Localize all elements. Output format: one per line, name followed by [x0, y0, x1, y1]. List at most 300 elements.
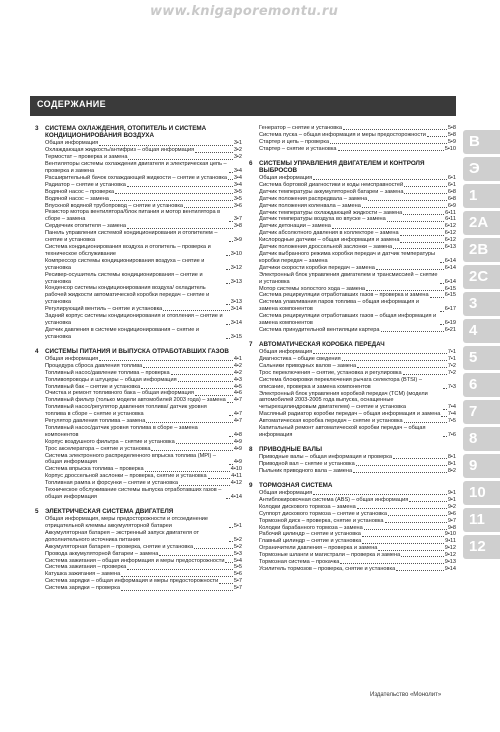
- dot-leader: [128, 159, 232, 160]
- chapter-tab[interactable]: 10: [463, 481, 500, 505]
- entry-title: Приводной вал – снятие и установка: [259, 460, 355, 467]
- page-number: 6•11: [445, 209, 456, 216]
- entry-title: Мотор системы холостого хода – замена: [259, 285, 366, 292]
- entry-title: Датчик температуры воздуха во впуске – замена: [259, 216, 386, 223]
- page-number: 3•8: [233, 223, 242, 230]
- entry-title: Впускной водяной трубопровод – снятие и установка: [45, 202, 184, 209]
- dot-leader: [127, 186, 233, 187]
- toc-entry[interactable]: [249, 189, 456, 196]
- entry-title: Аккумуляторная батарея – проверка, снятие и установка: [45, 543, 194, 550]
- dot-leader: [403, 374, 447, 375]
- chapter-tab[interactable]: 2С: [463, 265, 500, 289]
- toc-entry[interactable]: [249, 327, 456, 334]
- page-number: 4•1: [233, 355, 242, 362]
- dot-leader: [366, 290, 444, 291]
- toc-entry[interactable]: [35, 140, 242, 147]
- toc-entry[interactable]: [249, 286, 456, 293]
- chapter-tab[interactable]: В: [463, 130, 500, 154]
- dot-leader: [226, 338, 230, 339]
- entry-title: Масляный радиатор коробки передач – общая информация и замена: [259, 411, 441, 418]
- entry-title: Корпус воздушного фильтра – снятие и установка: [45, 438, 175, 445]
- dot-leader: [393, 248, 444, 249]
- toc-entry[interactable]: [249, 552, 456, 559]
- entry-title: Система зажигания – проверка: [45, 564, 127, 571]
- entry-title: Топливный насос/регулятор давления топлива/ датчик уровня топлива в сборе – снятие и установка: [45, 404, 207, 418]
- entry-title: Генератор – снятие и установка: [259, 125, 342, 131]
- toc-entry[interactable]: [249, 411, 456, 418]
- page-number: 6•19: [444, 320, 456, 327]
- chapter-tab[interactable]: 5: [463, 346, 500, 370]
- page-number: 4•9: [233, 438, 242, 445]
- toc-entry[interactable]: [35, 147, 242, 154]
- toc-entry[interactable]: [249, 454, 456, 461]
- toc-entry[interactable]: [35, 487, 242, 501]
- toc-entry[interactable]: [249, 425, 456, 439]
- toc-entry[interactable]: [249, 518, 456, 525]
- chapter-tab[interactable]: 6: [463, 373, 500, 397]
- toc-entry[interactable]: [249, 265, 456, 272]
- entry-title: Датчик детонации – замена: [259, 223, 331, 230]
- page-number: 6•1: [447, 175, 456, 182]
- dot-leader: [343, 129, 447, 130]
- page-number: 3•2: [233, 154, 242, 161]
- page-number: 9•2: [447, 503, 456, 510]
- toc-entry[interactable]: [35, 272, 242, 286]
- dot-leader: [378, 550, 443, 551]
- page-number: 7•2: [447, 362, 456, 369]
- entry-title: Система зарядки – проверка: [45, 585, 120, 592]
- toc-entry[interactable]: [249, 545, 456, 552]
- toc-entry[interactable]: [35, 585, 242, 592]
- entry-title: Главный цилиндр – снятие и установка: [259, 538, 362, 545]
- toc-entry[interactable]: [35, 258, 242, 272]
- entry-title: Расширительный бачок охлаждающей жидкости – снятие и установка: [45, 174, 228, 181]
- chapter-tab[interactable]: 2В: [463, 238, 500, 262]
- dot-leader: [400, 235, 444, 236]
- entry-title: Общая информация: [259, 349, 313, 356]
- page-number: 3•4: [233, 168, 242, 175]
- page-number: 7•4: [447, 411, 456, 418]
- section-number: 3: [35, 125, 39, 132]
- toc-entry[interactable]: [35, 209, 242, 223]
- page-number: 4•7: [233, 418, 242, 425]
- toc-entry[interactable]: [35, 453, 242, 467]
- entry-title: Очистка и ремонт топливного бака – общая информация: [45, 390, 194, 397]
- entry-title: Система пуска – общая информация и меры предосторожности: [259, 131, 426, 138]
- dot-leader: [376, 269, 444, 270]
- page-number: 6•14: [444, 278, 456, 285]
- toc-entry[interactable]: [249, 363, 456, 370]
- entry-title: Топливный фильтр (только модели автомобилей 2003 года) – замена: [45, 397, 226, 404]
- dot-leader: [110, 200, 233, 201]
- page-number: 6•12: [444, 223, 456, 230]
- toc-entry[interactable]: [35, 244, 242, 258]
- section-number: 6: [249, 159, 253, 167]
- toc-entry[interactable]: [249, 490, 456, 497]
- chapter-tab[interactable]: 12: [463, 535, 500, 559]
- entry-title: Электронный блок управления двигателем и трансмиссией – снятие и установка: [259, 271, 438, 285]
- dot-leader: [388, 515, 447, 516]
- entry-title: Топливная рампа и форсунки – снятие и установка: [45, 480, 178, 487]
- toc-entry[interactable]: [35, 439, 242, 446]
- dot-leader: [226, 283, 230, 284]
- entry-title: Техническое обслуживание системы выпуска отработавших газов – общая информация: [45, 487, 222, 501]
- toc-entry[interactable]: [249, 391, 456, 412]
- toc-entry[interactable]: [249, 566, 456, 573]
- chapter-tab[interactable]: 8: [463, 427, 500, 451]
- toc-entry[interactable]: [35, 558, 242, 565]
- page-number: 6•15: [444, 292, 456, 299]
- toc-entry[interactable]: [35, 313, 242, 327]
- dot-leader: [195, 395, 233, 396]
- page-number: 9•13: [444, 559, 456, 566]
- dot-leader: [440, 311, 444, 312]
- dot-leader: [171, 374, 233, 375]
- page-number: 7•3: [447, 383, 456, 390]
- entry-title: Сердечник отопителя – замена: [45, 223, 126, 230]
- page-number: 7•6: [447, 431, 456, 438]
- dot-leader: [229, 436, 233, 437]
- dot-leader: [313, 179, 447, 180]
- toc-entry[interactable]: [35, 564, 242, 571]
- page-number: 5•5: [233, 564, 242, 571]
- chapter-tab[interactable]: 3: [463, 292, 500, 316]
- chapter-tab[interactable]: 9: [463, 454, 500, 478]
- chapter-tab[interactable]: 2А: [463, 211, 500, 235]
- toc-entry[interactable]: [249, 356, 456, 363]
- toc-entry[interactable]: [249, 203, 456, 210]
- toc-entry[interactable]: [35, 480, 242, 487]
- page-number: 6•11: [445, 216, 456, 223]
- section-heading: [35, 348, 242, 355]
- dot-leader: [99, 360, 233, 361]
- page-number: 3•1: [233, 140, 242, 147]
- entry-title: Датчик положения коленвала – замена: [259, 202, 361, 209]
- toc-entry[interactable]: [249, 230, 456, 237]
- dot-leader: [127, 569, 233, 570]
- section-number: 9: [249, 481, 253, 489]
- dot-leader: [362, 536, 444, 537]
- entry-title: Компрессор системы кондиционирования воздуха – снятие и установка: [45, 257, 205, 271]
- entry-title: Термостат – проверка и замена: [45, 154, 128, 161]
- toc-entry[interactable]: [35, 356, 242, 363]
- toc-entry[interactable]: [249, 182, 456, 189]
- dot-leader: [229, 464, 233, 465]
- page-number: 3•10: [230, 250, 242, 257]
- entry-title: Водяной насос – замена: [45, 195, 109, 202]
- section-heading: [35, 125, 242, 139]
- toc-entry[interactable]: [35, 363, 242, 370]
- toc-entry[interactable]: [35, 384, 242, 391]
- entry-title: Общая информация: [259, 175, 313, 182]
- entry-title: Общая информация: [45, 355, 99, 362]
- section-title: СИСТЕМЫ УПРАВЛЕНИЯ ДВИГАТЕЛЕМ И КОНТРОЛЯ ВЫБРОСОВ: [259, 159, 425, 174]
- toc-entry[interactable]: [249, 146, 456, 153]
- dot-leader: [443, 388, 447, 389]
- entry-title: Общая информация, меры предосторожности и отсоединение отрицательной клеммы аккумуляторной батареи: [45, 516, 209, 530]
- dot-leader: [338, 150, 444, 151]
- toc-entry[interactable]: [35, 404, 242, 418]
- toc-entry[interactable]: [249, 292, 456, 299]
- entry-title: Радиатор – снятие и установка: [45, 181, 126, 188]
- page-number: 4•2: [233, 362, 242, 369]
- toc-section: [249, 482, 456, 573]
- page-number: 3•5: [233, 188, 242, 195]
- page-number: 3•6: [233, 202, 242, 209]
- toc-entry[interactable]: [249, 132, 456, 139]
- toc-entry[interactable]: [249, 251, 456, 265]
- entry-title: Капитальный ремонт автоматической коробки передач – общая информация: [259, 425, 426, 438]
- entry-title: Задний корпус системы кондиционирования и отопления – снятие и установка: [45, 313, 223, 326]
- entry-title: Общая информация: [45, 140, 99, 147]
- toc-entry[interactable]: [249, 175, 456, 182]
- section-number: 5: [35, 507, 39, 515]
- entry-title: Датчик температуры аккумуляторной батареи – замена: [259, 188, 404, 195]
- dot-leader: [404, 422, 447, 423]
- page-number: 3•7: [233, 216, 242, 223]
- toc-entry[interactable]: [35, 154, 242, 161]
- dot-leader: [404, 186, 447, 187]
- toc-entry[interactable]: [249, 313, 456, 327]
- page-number: 5•10: [444, 145, 456, 152]
- dot-leader: [143, 367, 233, 368]
- page-number: 5•7: [233, 578, 242, 585]
- page-number: 3•15: [230, 333, 242, 340]
- dot-leader: [440, 262, 444, 263]
- toc-entry[interactable]: [35, 473, 242, 480]
- toc-entry[interactable]: [35, 530, 242, 544]
- entry-title: Система рециркуляции отработавших газов – общая информация и замена компонентов: [259, 313, 437, 327]
- entry-title: Датчик выбранного режима коробки передач и датчик температуры коробки передач – замена: [259, 251, 436, 264]
- toc-entry[interactable]: [249, 349, 456, 356]
- toc-entry[interactable]: [249, 468, 456, 475]
- toc-entry[interactable]: [249, 418, 456, 425]
- toc-entry[interactable]: [249, 377, 456, 391]
- toc-right-column: [249, 125, 456, 580]
- dot-leader: [121, 590, 233, 591]
- dot-leader: [225, 562, 232, 563]
- section-number: 8: [249, 445, 253, 453]
- entry-title: Автоматическая коробка передач – снятие и установка: [259, 418, 403, 425]
- toc-entry[interactable]: [249, 196, 456, 203]
- page-number: 4•9: [233, 459, 242, 466]
- dot-leader: [208, 478, 231, 479]
- entry-title: Система бортовой диагностики и коды неисправностей: [259, 181, 404, 188]
- page-number: 5•4: [233, 557, 242, 564]
- entry-title: Топливопроводы и штуцеры – общая информация: [45, 376, 177, 383]
- toc-entry[interactable]: [35, 446, 242, 453]
- dot-leader: [145, 471, 230, 472]
- dot-leader: [340, 563, 443, 564]
- dot-leader: [364, 529, 447, 530]
- section-heading: [249, 341, 456, 348]
- entry-title: Датчики скорости коробки передач – замена: [259, 264, 375, 271]
- page-number: 6•15: [444, 285, 456, 292]
- entry-title: Суппорт дискового тормоза – снятие и установка: [259, 510, 387, 517]
- dot-leader: [313, 494, 447, 495]
- toc-section: [249, 446, 456, 475]
- page-number: 4•8: [233, 431, 242, 438]
- page-number: 5•1: [233, 523, 242, 530]
- toc-entry[interactable]: [35, 203, 242, 210]
- toc-entry[interactable]: [35, 189, 242, 196]
- section-title: ЭЛЕКТРИЧЕСКАЯ СИСТЕМА ДВИГАТЕЛЯ: [45, 507, 174, 515]
- toc-entry[interactable]: [249, 511, 456, 518]
- page-number: 5•2: [233, 536, 242, 543]
- chapter-tab[interactable]: Э: [463, 157, 500, 181]
- dot-leader: [396, 570, 444, 571]
- dot-leader: [226, 269, 230, 270]
- page-number: 7•1: [447, 355, 456, 362]
- toc-entry[interactable]: [35, 578, 242, 585]
- toc-entry[interactable]: [249, 272, 456, 286]
- section-number: 7: [249, 340, 253, 348]
- dot-leader: [381, 331, 444, 332]
- toc-entry[interactable]: [249, 125, 456, 132]
- page-number: 3•13: [230, 278, 242, 285]
- toc-entry[interactable]: [35, 196, 242, 203]
- page-number: 5•3: [233, 550, 242, 557]
- chapter-tab[interactable]: 7: [463, 400, 500, 424]
- entry-title: Система кондиционирования воздуха и отопитель – проверка и техническое обслуживание: [45, 244, 211, 257]
- toc-entry[interactable]: [35, 370, 242, 377]
- dot-leader: [99, 145, 233, 146]
- toc-entry[interactable]: [249, 504, 456, 511]
- entry-title: Резистор мотора вентилятора/блок питания и мотор вентилятора в сборе – замена: [45, 209, 221, 223]
- dot-leader: [227, 402, 233, 403]
- entry-title: Датчик давления в системе кондиционирования – снятие и установка: [45, 326, 199, 340]
- toc-section: [35, 508, 242, 592]
- entry-title: Ограничители давления – проверка и замена: [259, 545, 378, 552]
- dot-leader: [141, 388, 233, 389]
- entry-title: Колодки дискового тормоза – замена: [259, 503, 356, 510]
- toc-entry[interactable]: [249, 223, 456, 230]
- page-number: 9•10: [444, 531, 456, 538]
- page-number: 3•2: [233, 147, 242, 154]
- entry-title: Сальники приводных валов – замена: [259, 362, 357, 369]
- contents-title: СОДЕРЖАНИЕ: [37, 99, 107, 109]
- toc-entry[interactable]: [249, 559, 456, 566]
- toc-entry[interactable]: [35, 285, 242, 306]
- toc-entry[interactable]: [35, 161, 242, 175]
- toc-entry[interactable]: [249, 497, 456, 504]
- chapter-tab[interactable]: 1: [463, 184, 500, 208]
- entry-title: Ресивер-осушитель системы кондиционирования – снятие и установка: [45, 271, 203, 285]
- dot-leader: [404, 193, 446, 194]
- dot-leader: [362, 543, 444, 544]
- page-number: 6•8: [447, 188, 456, 195]
- dot-leader: [178, 381, 233, 382]
- toc-entry[interactable]: [35, 425, 242, 439]
- toc-entry[interactable]: [35, 516, 242, 530]
- dot-leader: [194, 548, 233, 549]
- entry-title: Система зарядки – общая информация и меры предосторожности: [45, 578, 219, 585]
- dot-leader: [229, 415, 233, 416]
- section-number: 4: [35, 347, 39, 355]
- entry-title: Топливный насос/давление топлива – проверка: [45, 369, 170, 376]
- dot-leader: [184, 207, 233, 208]
- dot-leader: [409, 501, 447, 502]
- toc-entry[interactable]: [249, 210, 456, 217]
- entry-title: Тормозные шланги и магистрали – проверка и замена: [259, 552, 401, 559]
- page-number: 9•1: [447, 496, 456, 503]
- toc-entry[interactable]: [35, 418, 242, 425]
- entry-title: Электронный блок управления коробкой передач (TCM) (модели автомобилей 2003-2005 года выпуска, оснащенные четырехцилиндровым двигателем) – снятие и установка: [259, 390, 428, 411]
- toc-entry[interactable]: [249, 370, 456, 377]
- entry-title: Корпус дроссельной заслонки – проверка, снятие и установка: [45, 473, 207, 480]
- dot-leader: [229, 241, 233, 242]
- page-number: 4•3: [233, 376, 242, 383]
- page-number: 4•2: [233, 369, 242, 376]
- toc-entry[interactable]: [35, 571, 242, 578]
- toc-left-column: [35, 125, 242, 599]
- chapter-tab[interactable]: 4: [463, 319, 500, 343]
- entry-title: Кислородные датчики – общая информация и замена: [259, 237, 400, 244]
- page-number: 4•5: [233, 383, 242, 390]
- chapter-tab[interactable]: 11: [463, 508, 500, 532]
- dot-leader: [330, 143, 447, 144]
- entry-title: Тормозная система – прокачка: [259, 559, 340, 566]
- dot-leader: [385, 522, 447, 523]
- page-number: 7•5: [447, 418, 456, 425]
- toc-entry[interactable]: [35, 327, 242, 341]
- entry-title: Система впрыска топлива – проверка: [45, 466, 144, 473]
- dot-leader: [403, 214, 444, 215]
- toc-entry[interactable]: [249, 139, 456, 146]
- entry-title: Трос акселератора – снятие и установка: [45, 445, 151, 452]
- dot-leader: [400, 242, 443, 243]
- page-number: 9•7: [447, 517, 456, 524]
- dot-leader: [356, 465, 447, 466]
- toc-entry[interactable]: [249, 299, 456, 313]
- toc-entry[interactable]: [35, 551, 242, 558]
- toc-entry[interactable]: [249, 461, 456, 468]
- toc-entry[interactable]: [249, 538, 456, 545]
- dot-leader: [179, 485, 230, 486]
- dot-leader: [115, 193, 233, 194]
- entry-title: Катушка зажигания – замена: [45, 571, 121, 578]
- entry-title: Аккумуляторная батарея – экстренный запуск двигателя от дополнительного источника питания: [45, 529, 200, 543]
- chapter-tabs: [463, 130, 500, 562]
- dot-leader: [226, 255, 230, 256]
- toc-entry[interactable]: [35, 182, 242, 189]
- toc-entry[interactable]: [249, 244, 456, 251]
- section-heading: [249, 482, 456, 489]
- page-number: 6•21: [444, 326, 456, 333]
- entry-title: Регулирующий вентиль – снятие и установка: [45, 306, 163, 313]
- dot-leader: [430, 297, 444, 298]
- page-number: 6•9: [447, 202, 456, 209]
- dot-leader: [443, 436, 447, 437]
- entry-title: Стартер и цепь – проверка: [259, 138, 330, 145]
- section-title: ПРИВОДНЫЕ ВАЛЫ: [259, 445, 323, 453]
- dot-leader: [219, 583, 233, 584]
- toc-entry[interactable]: [35, 377, 242, 384]
- toc-entry[interactable]: [35, 175, 242, 182]
- dot-leader: [342, 360, 447, 361]
- toc-entry[interactable]: [35, 544, 242, 551]
- entry-title: Система зажигания – общая информация и меры предосторожности: [45, 557, 225, 564]
- dot-leader: [228, 179, 233, 180]
- section-title: СИСТЕМА ОХЛАЖДЕНИЯ, ОТОПИТЕЛЬ И СИСТЕМА КОНДИЦИОНИРОВАНИЯ ВОЗДУХА: [45, 125, 207, 140]
- section-heading: [249, 160, 456, 174]
- dot-leader: [357, 508, 447, 509]
- toc-entry[interactable]: [35, 230, 242, 244]
- dot-leader: [368, 200, 447, 201]
- toc-entry[interactable]: [249, 216, 456, 223]
- page-number: 9•8: [447, 524, 456, 531]
- page-number: 4•6: [233, 390, 242, 397]
